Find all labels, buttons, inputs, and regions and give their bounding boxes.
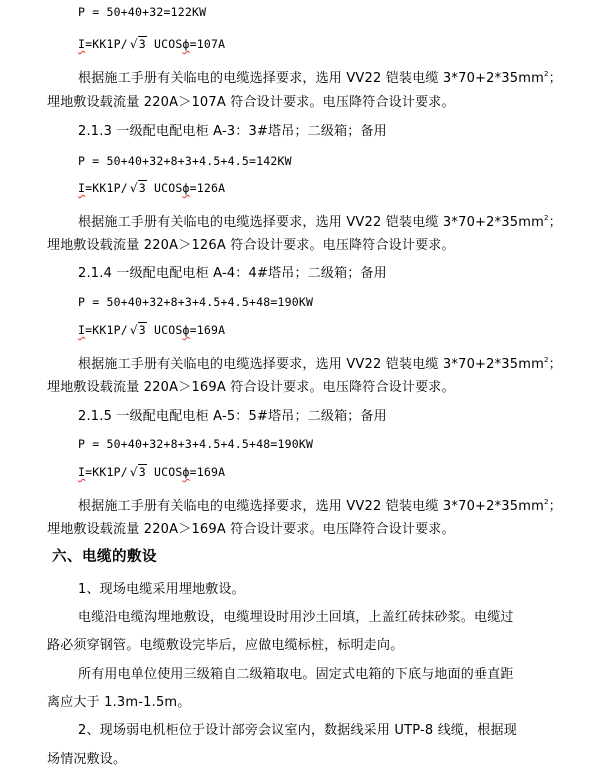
current-formula-2 [78,180,225,196]
current-expr: =KK1P/ [85,323,128,337]
subsection-heading: 2.1.5 一级配电配电柜 A-5：5#塔吊；二级箱；备用 [78,409,387,424]
phi-symbol: ф [182,181,190,195]
subsection-heading: 2.1.4 一级配电配电柜 A-4：4#塔吊；二级箱；备用 [78,266,387,281]
power-formula-4: P = 50+40+32+8+3+4.5+4.5+48=190KW [78,437,314,451]
paragraph-line: 埋地敷设载流量 220A＞169A 符合设计要求。电压降符合设计要求。 [47,380,455,395]
current-expr: =KK1P/ [85,465,128,479]
ucos-term: UCOS [153,323,183,337]
phi-symbol: ф [182,465,190,479]
power-formula-3: P = 50+40+32+8+3+4.5+4.5+48=190KW [78,295,314,309]
ucos-term: UCOS [153,465,183,479]
ucos-term: UCOS [153,181,183,195]
power-formula-2: P = 50+40+32+8+3+4.5+4.5=142KW [78,154,292,168]
paragraph-line: 根据施工手册有关临电的电缆选择要求，选用 VV22 铠装电缆 $3*70+2*35mm^2$； [78,70,562,86]
sqrt-symbol: √3 [129,37,146,51]
current-formula-3 [78,322,225,338]
paragraph-line: 埋地敷设载流量 220A＞169A 符合设计要求。电压降符合设计要求。 [47,522,455,537]
sqrt-symbol: √3 [129,465,146,479]
subsection-heading: 2.1.3 一级配电配电柜 A-3：3#塔吊；二级箱；备用 [78,124,387,139]
phi-symbol: ф [182,37,190,51]
phi-symbol: ф [182,323,190,337]
paragraph-line: 离应大于 1.3m-1.5m。 [47,695,191,710]
current-symbol: I [78,465,86,479]
paragraph-line: 根据施工手册有关临电的电缆选择要求，选用 VV22 铠装电缆 $3*70+2*35mm^2$； [78,214,562,230]
current-result: =107A [189,37,226,51]
current-formula-1 [78,36,225,52]
paragraph-line: 2、现场弱电机柜位于设计部旁会议室内，数据线采用 UTP-8 线缆，根据现 [78,723,517,738]
paragraph-line: 路必须穿钢管。电缆敷设完毕后，应做电缆标桩，标明走向。 [47,638,404,653]
sqrt-symbol: √3 [129,181,146,195]
current-symbol: I [78,181,86,195]
paragraph-line: 根据施工手册有关临电的电缆选择要求，选用 VV22 铠装电缆 $3*70+2*35mm^2$； [78,356,562,372]
current-expr: =KK1P/ [85,37,128,51]
power-formula-1: P = 50+40+32=122KW [78,5,207,19]
sqrt-symbol: √3 [129,323,146,337]
current-expr: =KK1P/ [85,181,128,195]
current-result: =169A [189,323,226,337]
current-symbol: I [78,323,86,337]
paragraph-line: 所有用电单位使用三级箱自二级箱取电。固定式电箱的下底与地面的垂直距 [78,667,514,682]
current-formula-4 [78,464,225,480]
paragraph-line: 埋地敷设载流量 220A＞107A 符合设计要求。电压降符合设计要求。 [47,95,455,110]
current-result: =169A [189,465,226,479]
paragraph-line: 场情况敷设。 [47,752,127,767]
current-symbol: I [78,37,86,51]
ucos-term: UCOS [153,37,183,51]
current-result: =126A [189,181,226,195]
paragraph-line: 埋地敷设载流量 220A＞126A 符合设计要求。电压降符合设计要求。 [47,238,455,253]
section-heading: 六、电缆的敷设 [52,549,157,565]
paragraph-line: 根据施工手册有关临电的电缆选择要求，选用 VV22 铠装电缆 $3*70+2*35mm^2$； [78,498,562,514]
paragraph-line: 电缆沿电缆沟埋地敷设，电缆埋设时用沙土回填，上盖红砖抹砂浆。电缆过 [78,610,514,625]
paragraph-line: 1、现场电缆采用埋地敷设。 [78,582,245,597]
